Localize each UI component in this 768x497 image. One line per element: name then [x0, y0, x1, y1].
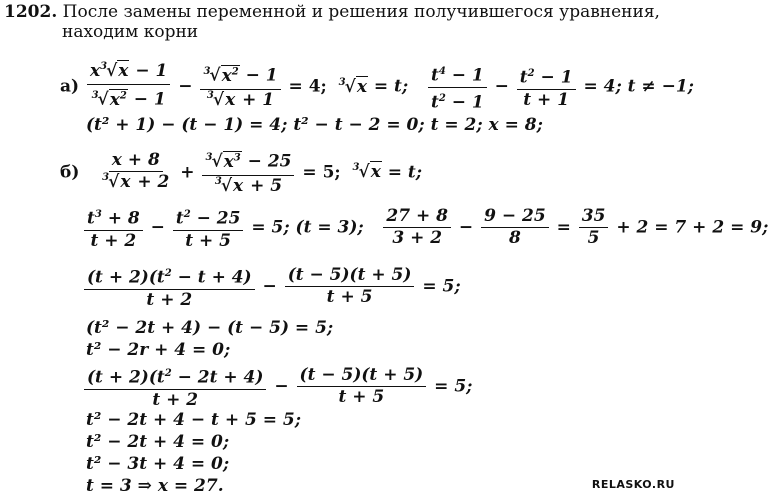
part-b-fraction-7: $\frac{(t + 2)(t^2 - 2t + 4)}{t + 2}$ — [84, 364, 266, 410]
part-a-fraction-4: $\frac{t^2 - 1}{t + 1}$ — [517, 64, 576, 110]
part-a-label: а) — [60, 76, 80, 97]
problem-intro-line1: После замены переменной и решения получившегося уравнения, — [62, 2, 660, 22]
part-b-line4: (t² − 2t + 4) − (t − 5) = 5; — [86, 318, 334, 338]
part-b-line2-tail: = 5; (t = 3); — [251, 217, 364, 238]
part-b-label: б) — [60, 162, 80, 183]
part-b-check-fraction-3: $\frac{35}{5}$ — [579, 207, 609, 248]
part-a-equation: а) $\frac{x^3√x - 1}{^3√x^2 - 1}$ − $\frac{^3√x^2 - 1}{^3√x + 1}$ = 4; $^3$√x = t; $\frac{t^4 - 1}{t^2 - 1}$ − $\frac{t^2 - 1}{t + 1}$ = 4; t ≠ −1; — [60, 61, 694, 113]
part-b-fraction-1: $\frac{x + 8}{^3√x + 2}$ — [102, 150, 170, 193]
part-b-eq-tail: = 5; — [302, 162, 341, 183]
part-a-fraction-3: $\frac{t^4 - 1}{t^2 - 1}$ — [428, 62, 487, 112]
part-b-line8: t² − 2t + 4 = 0; — [86, 432, 230, 452]
part-a-frac-eq-tail: = 4; t ≠ −1; — [583, 76, 694, 97]
part-b-line3: $\frac{(t + 2)(t^2 - t + 4)}{t + 2}$ − $\frac{(t - 5)(t + 5)}{t + 5}$ = 5; — [82, 264, 461, 310]
part-b-line6: $\frac{(t + 2)(t^2 - 2t + 4)}{t + 2}$ − $\frac{(t - 5)(t + 5)}{t + 5}$ = 5; — [82, 364, 472, 410]
part-b-line9: t² − 3t + 4 = 0; — [86, 454, 230, 474]
part-b-fraction-6: $\frac{(t - 5)(t + 5)}{t + 5}$ — [285, 266, 415, 307]
part-b-line7: t² − 2t + 4 − t + 5 = 5; — [86, 410, 301, 430]
part-a-fraction-1: $\frac{x^3√x - 1}{^3√x^2 - 1}$ — [87, 62, 170, 112]
part-b-fraction-8: $\frac{(t - 5)(t + 5)}{t + 5}$ — [297, 366, 427, 407]
part-b-fraction-2: $\frac{^3√x^3 - 25}{^3√x + 5}$ — [202, 148, 294, 198]
part-a-solution: (t² + 1) − (t − 1) = 4; t² − t − 2 = 0; t = 2; x = 8; — [86, 115, 543, 135]
part-b-check-fraction-1: $\frac{27 + 8}{3 + 2}$ — [383, 207, 451, 248]
part-b-fraction-4: $\frac{t^2 - 25}{t + 5}$ — [173, 205, 244, 251]
part-b-substitution: = t; — [387, 162, 423, 183]
part-b-line3-tail: = 5; — [422, 276, 461, 297]
part-b-line5: t² − 2r + 4 = 0; — [86, 340, 231, 360]
part-b-fraction-3: $\frac{t^3 + 8}{t + 2}$ — [84, 205, 143, 251]
part-b-check-tail: + 2 = 7 + 2 = 9; — [616, 217, 768, 238]
part-a-eq-tail: = 4; — [288, 76, 327, 97]
problem-header — [4, 2, 660, 22]
part-a-substitution: = t; — [373, 76, 409, 97]
part-b-equation: б) $\frac{x + 8}{^3√x + 2}$ + $\frac{^3√x^3 - 25}{^3√x + 5}$ = 5; $^3$√x = t; — [60, 148, 422, 198]
part-a-fraction-2: $\frac{^3√x^2 - 1}{^3√x + 1}$ — [200, 62, 280, 112]
part-b-check-fraction-2: $\frac{9 - 25}{8}$ — [481, 207, 549, 248]
problem-intro-line2: находим корни — [62, 22, 199, 42]
problem-number: 1202. — [4, 2, 58, 22]
part-b-line6-tail: = 5; — [434, 376, 473, 397]
watermark-text: RELASKO.RU — [591, 478, 675, 491]
part-b-fraction-5: $\frac{(t + 2)(t^2 - t + 4)}{t + 2}$ — [84, 264, 255, 310]
part-b-line10: t = 3 ⇒ x = 27. — [86, 476, 224, 496]
part-b-line2: $\frac{t^3 + 8}{t + 2}$ − $\frac{t^2 - 25}{t + 5}$ = 5; (t = 3); $\frac{27 + 8}{3 + 2}$ − $\frac{9 - 25}{8}$ = $\frac{35}{5}$ + 2 = 7 + 2 = 9; — [82, 205, 768, 251]
